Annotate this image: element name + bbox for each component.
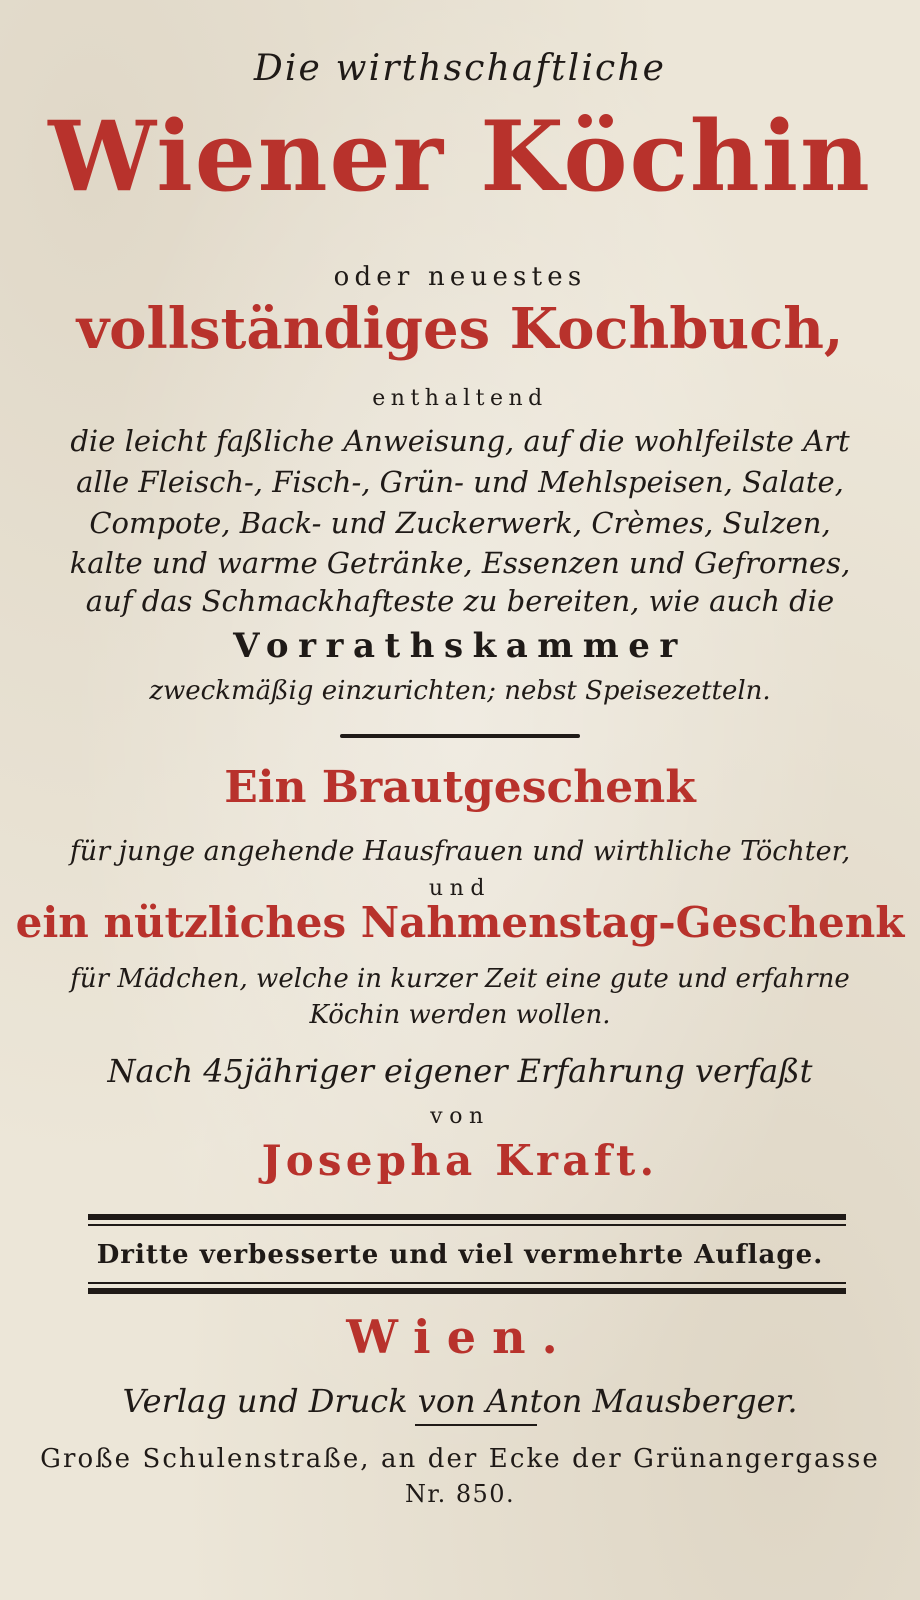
place-of-publication: Wien. — [346, 1310, 574, 1364]
body-line-4: kalte und warme Getränke, Essenzen und Gefrornes, — [69, 546, 851, 580]
maedchen-line-2: Köchin werden wollen. — [309, 1000, 611, 1030]
address-line: Große Schulenstraße, an der Ecke der Grünangergasse — [40, 1444, 880, 1474]
subtitle: vollständiges Kochbuch, — [76, 296, 844, 362]
body-line-2: alle Fleisch-, Fisch-, Grün- und Mehlspeisen, Salate, — [76, 465, 844, 499]
maedchen-line-1: für Mädchen, welche in kurzer Zeit eine gute und erfahrne — [70, 964, 850, 994]
double-rule-top-thick — [88, 1214, 846, 1220]
body-line-5: auf das Schmackhafteste zu bereiten, wie auch die — [85, 584, 835, 618]
zweck-line: zweckmäßig einzurichten; nebst Speisezetteln. — [149, 676, 771, 706]
body-line-3: Compote, Back- und Zuckerwerk, Crèmes, Sulzen, — [89, 506, 831, 540]
short-rule — [415, 1424, 537, 1426]
enthaltend-line: enthaltend — [372, 386, 548, 411]
body-line-1: die leicht faßliche Anweisung, auf die wohlfeilste Art — [70, 424, 850, 458]
namenstag-heading: ein nützliches Nahmenstag-Geschenk — [15, 898, 905, 947]
fuer-junge-line: für junge angehende Hausfrauen und wirthliche Töchter, — [69, 836, 851, 867]
und-line: und — [428, 876, 492, 901]
pre-title: Die wirthschaftliche — [253, 48, 667, 89]
main-title: Wiener Köchin — [48, 100, 872, 213]
publisher-line: Verlag und Druck von Anton Mausberger. — [122, 1382, 798, 1420]
double-rule-bottom-thin — [88, 1282, 846, 1284]
edition-line: Dritte verbesserte und viel vermehrte Auflage. — [96, 1240, 824, 1270]
nach-line: Nach 45jähriger eigener Erfahrung verfaßt — [107, 1052, 813, 1090]
author-name: Josepha Kraft. — [261, 1136, 659, 1185]
vorrathskammer-heading: Vorrathskammer — [233, 626, 687, 666]
brautgeschenk-heading: Ein Brautgeschenk — [224, 762, 696, 813]
double-rule-top-thin — [88, 1224, 846, 1226]
von-line: von — [430, 1104, 490, 1129]
double-rule-bottom-thick — [88, 1288, 846, 1294]
divider-rule — [340, 734, 580, 738]
address-number: Nr. 850. — [404, 1480, 516, 1508]
oder-line: oder neuestes — [333, 262, 587, 292]
